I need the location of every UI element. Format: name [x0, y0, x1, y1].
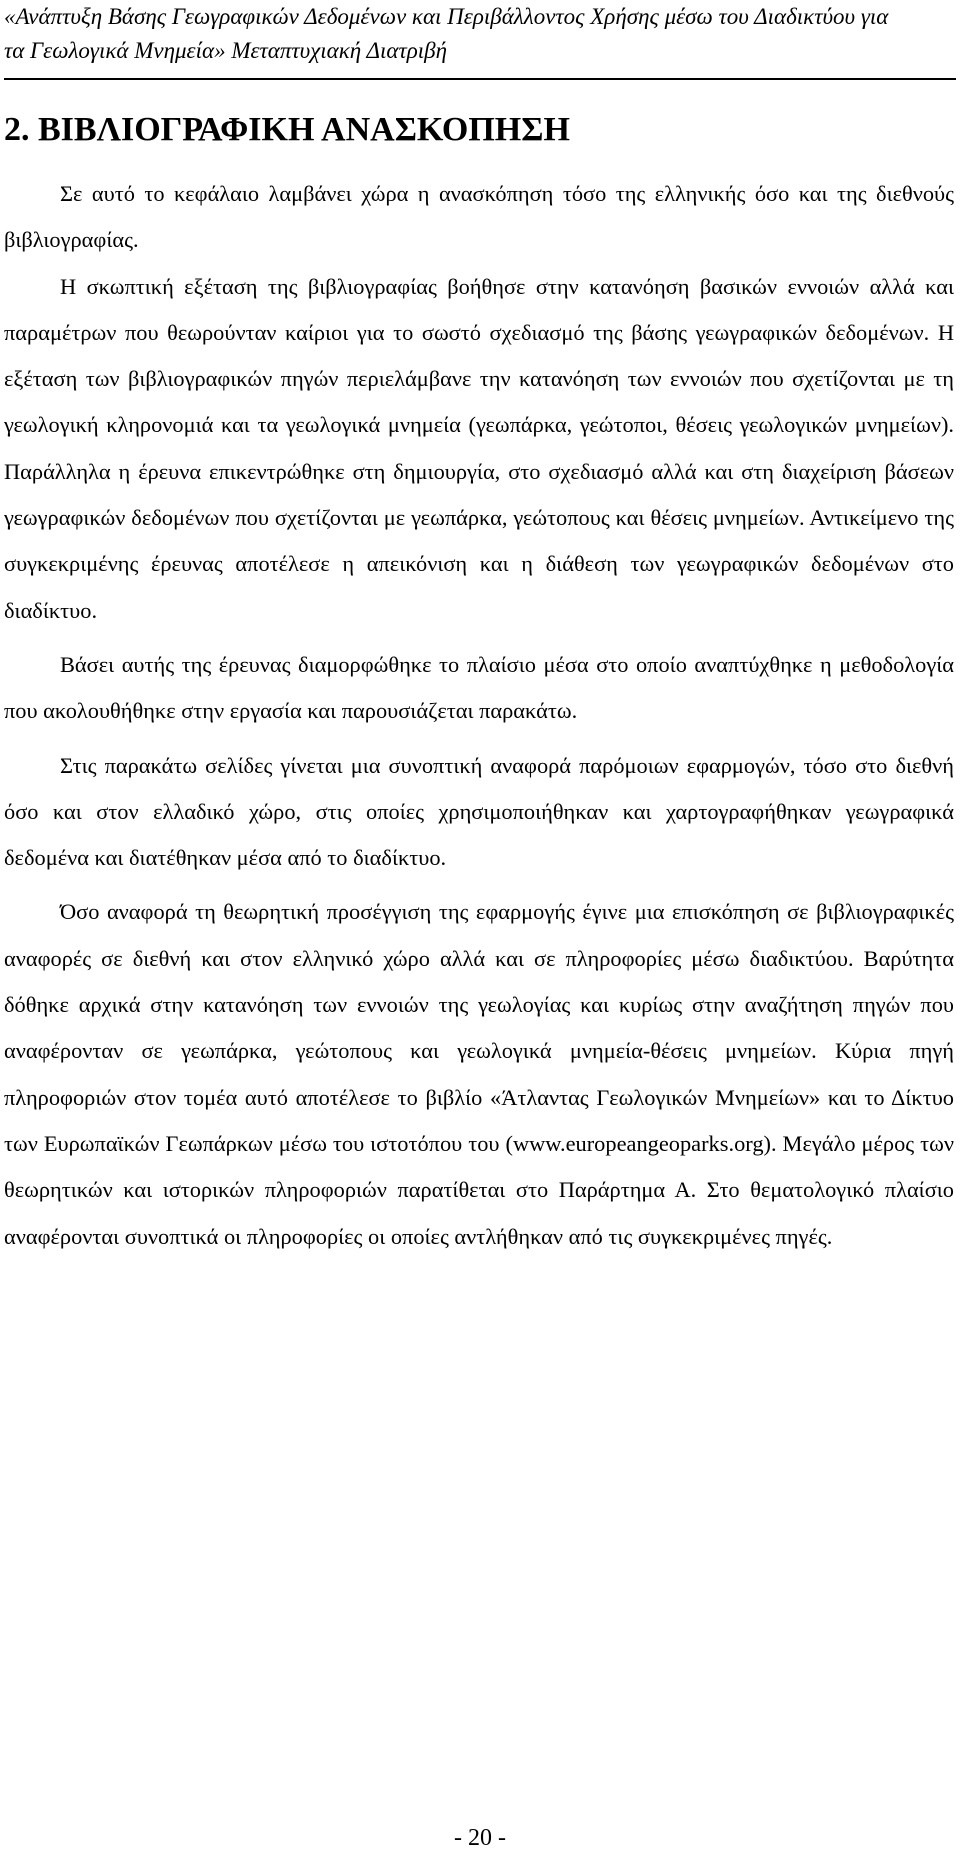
page-number: - 20 - [454, 1825, 506, 1851]
paragraph-intro: Σε αυτό το κεφάλαιο λαμβάνει χώρα η ανασκόπηση τόσο της ελληνικής όσο και της διεθνούς βιβλιογραφίας. [4, 181, 954, 253]
body-text [4, 171, 954, 1260]
paragraph-theory: Όσο αναφορά τη θεωρητική προσέγγιση της εφαρμογής έγινε μια επισκόπηση σε βιβλιογραφικές αναφορές σε διεθνή και στον ελληνικό χώρο αλλά και σε πληροφορίες μέσω διαδικτύου. Βαρύτητα δόθηκε αρχικά στην κατανόηση των εννοιών της γεωλογίας και κυρίως στην αναζήτηση πηγών που αναφέρονταν σε γεωπάρκα, γεώτοπους και γεωλογικά μνημεία-θέσεις μνημείων. Κύρια πηγή πληροφοριών στον τομέα αυτό αποτέλεσε το βιβλίο «Άτλαντας Γεωλογικών Μνημείων» και το Δίκτυο των Ευρωπαϊκών Γεωπάρκων μέσω του ιστοτόπου του (www.europeangeoparks.org). Μεγάλο μέρος των θεωρητικών και ιστορικών πληροφοριών παρατίθεται στο Παράρτημα Α. Στο θεματολογικό πλαίσιο αναφέρονται συνοπτικά οι πληροφορίες οι οποίες αντλήθηκαν από τις συγκεκριμένες πηγές. [4, 899, 954, 1249]
paragraph-applications: Στις παρακάτω σελίδες γίνεται μια συνοπτική αναφορά παρόμοιων εφαρμογών, τόσο στο διεθνή όσο και στον ελλαδικό χώρο, στις οποίες χρησιμοποιήθηκαν και χαρτογραφήθηκαν γεωγραφικά δεδομένα και διατέθηκαν μέσα από το διαδίκτυο. [4, 752, 954, 871]
paragraph-methodology: Βάσει αυτής της έρευνας διαμορφώθηκε το πλαίσιο μέσα στο οποίο αναπτύχθηκε η μεθοδολογία που ακολουθήθηκε στην εργασία και παρουσιάζεται παρακάτω. [4, 651, 954, 724]
chapter-heading: 2. ΒΙΒΛΙΟΓΡΑΦΙΚΗ ΑΝΑΣΚΟΠΗΣΗ [4, 111, 570, 148]
header-divider [4, 78, 956, 80]
running-header-line-1: «Ανάπτυξη Βάσης Γεωγραφικών Δεδομένων και Περιβάλλοντος Χρήσης μέσω του Διαδικτύου για [4, 4, 889, 29]
running-header-line-2: τα Γεωλογικά Μνημεία» Μεταπτυχιακή Διατριβή [4, 38, 448, 63]
running-header [4, 0, 956, 68]
paragraph-literature-review: Η σκωπτική εξέταση της βιβλιογραφίας βοήθησε στην κατανόηση βασικών εννοιών αλλά και παραμέτρων που θεωρούνταν καίριοι για το σωστό σχεδιασμό της βάσης γεωγραφικών δεδομένων. Η εξέταση των βιβλιογραφικών πηγών περιελάμβανε την κατανόηση των εννοιών που σχετίζονται με τη γεωλογική κληρονομιά και τα γεωλογικά μνημεία (γεωπάρκα, γεώτοποι, θέσεις γεωλογικών μνημείων). Παράλληλα η έρευνα επικεντρώθηκε στη δημιουργία, στο σχεδιασμό αλλά και στη διαχείριση βάσεων γεωγραφικών δεδομένων που σχετίζονται με γεωπάρκα, γεώτοπους και θέσεις μνημείων. Αντικείμενο της συγκεκριμένης έρευνας αποτέλεσε η απεικόνιση και η διάθεση των γεωγραφικών δεδομένων στο διαδίκτυο. [4, 273, 954, 623]
